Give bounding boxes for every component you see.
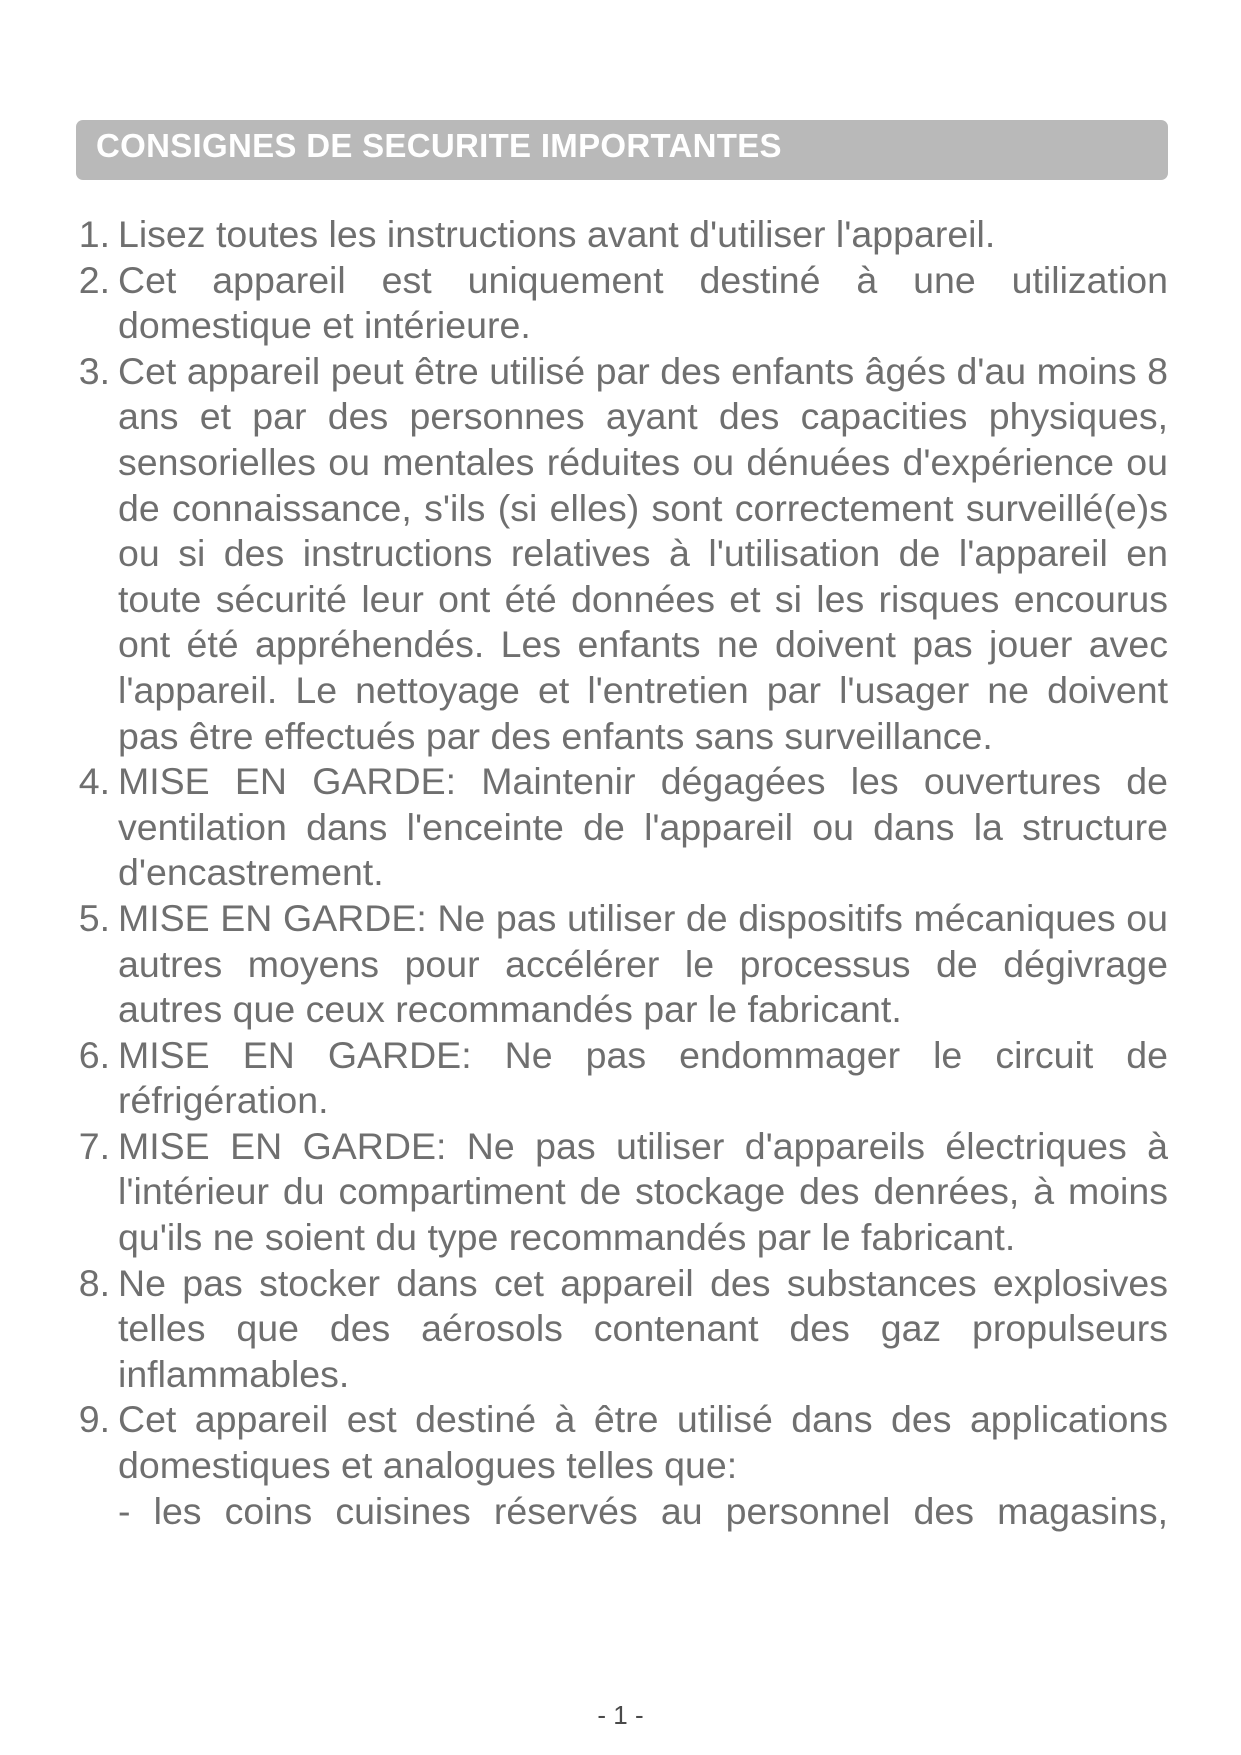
item-text: Cet appareil est uniquement destiné à une utilization domestique et intérieure. xyxy=(118,258,1168,347)
item-number: 8. xyxy=(78,1261,110,1304)
item-number: 3. xyxy=(78,349,110,392)
item-number: 9. xyxy=(78,1398,110,1441)
list-item xyxy=(60,896,1168,1033)
list-item xyxy=(60,1033,1168,1124)
list-item xyxy=(60,1397,1168,1534)
item-text: MISE EN GARDE: Ne pas utiliser de dispositifs mécaniques ou autres moyens pour accélérer le processus de dégivrage autres que ceux recommandés par le fabricant. xyxy=(118,896,1168,1031)
list-item xyxy=(60,212,1168,258)
section-header-bar xyxy=(76,120,1168,180)
item-body xyxy=(118,1397,1168,1534)
item-text: MISE EN GARDE: Ne pas utiliser d'appareils électriques à l'intérieur du compartiment de stockage des denrées, à moins qu'ils ne soient du type recommandés par le fabricant. xyxy=(118,1124,1168,1259)
page-number: - 1 - xyxy=(597,1700,644,1730)
item-text: MISE EN GARDE: Ne pas endommager le circuit de réfrigération. xyxy=(118,1033,1168,1122)
list-item xyxy=(60,1124,1168,1261)
item-text: Lisez toutes les instructions avant d'utiliser l'appareil. xyxy=(118,213,996,255)
item-text: MISE EN GARDE: Maintenir dégagées les ouvertures de ventilation dans l'enceinte de l'appareil ou dans la structure d'encastrement. xyxy=(118,760,1168,894)
section-title: CONSIGNES DE SECURITE IMPORTANTES xyxy=(96,127,782,164)
item-number: 2. xyxy=(78,258,110,301)
list-item xyxy=(60,759,1168,896)
item-number: 5. xyxy=(78,896,110,939)
item-number: 4. xyxy=(78,760,110,803)
item-text: Cet appareil peut être utilisé par des enfants âgés d'au moins 8 ans et par des personnes ayant des capacities physiques, sensorielles ou mentales réduites ou dénuées d'expérience ou de connaissance, s'ils (si elles) sont correctement surveillé(e)s ou si des instructions relatives à l'utilisation de l'appareil en toute sécurité leur ont été données et si les risques encourus ont été appréhendés. Les enfants ne doivent pas jouer avec l'appareil. Le nettoyage et l'entretien par l'usager ne doivent pas être effectués par des enfants sans surveillance. xyxy=(118,349,1168,757)
item-number: 1. xyxy=(78,213,110,255)
safety-instructions-list xyxy=(60,212,1168,1534)
item-number: 7. xyxy=(78,1124,110,1167)
item-text: Cet appareil est destiné à être utilisé dans des applications domestiques et analogues telles que: xyxy=(118,1398,1168,1487)
sub-item-text: - les coins cuisines réservés au personnel des magasins, xyxy=(118,1489,1168,1532)
list-item xyxy=(60,1261,1168,1398)
list-item xyxy=(60,258,1168,349)
item-number: 6. xyxy=(78,1033,110,1076)
item-text: Ne pas stocker dans cet appareil des substances explosives telles que des aérosols contenant des gaz propulseurs inflammables. xyxy=(118,1261,1168,1395)
list-item xyxy=(60,349,1168,759)
